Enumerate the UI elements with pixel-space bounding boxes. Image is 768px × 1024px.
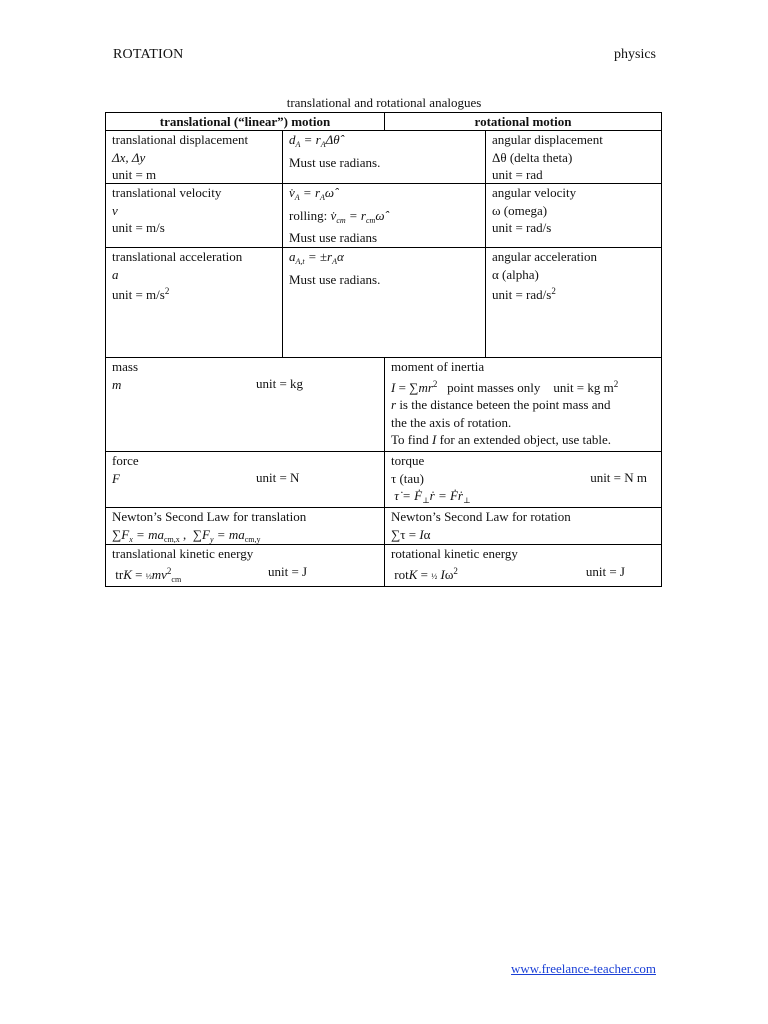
table-caption: translational and rotational analogues bbox=[286, 95, 482, 110]
cell-newton-translation: Newton’s Second Law for translation $\sum F_x = ma_{cm,x}$ , $\sum F_y = ma_{cm,y}$ bbox=[105, 507, 385, 545]
cell-angular-acceleration: angular acceleration α (alpha) unit = rad/$s^2$ bbox=[485, 247, 662, 358]
cell-rotational-kinetic-energy: rotational kinetic energy rotK = ½ $I\omega^2$ unit = J bbox=[384, 544, 662, 587]
cell-link-displacement: $d_A$ = $r_A\Delta\thetâ$ Must use radians. bbox=[282, 130, 486, 184]
cell-torque: torque τ (tau) unit = N m τ̇ = Ḟ$_\perp$ṙ = Ḟṙ$_\perp$ bbox=[384, 451, 662, 508]
cell-translational-kinetic-energy: translational kinetic energy trK = $\frac{1}{2}mv^2_{cm}$ unit = J bbox=[105, 544, 385, 587]
cell-angular-displacement: angular displacement Δθ (delta theta) unit = rad bbox=[485, 130, 662, 184]
cell-force: force F unit = N bbox=[105, 451, 385, 508]
cell-translational-acceleration: translational acceleration a unit = $m/s^2$ bbox=[105, 247, 283, 358]
column-header-translational: translational (“linear”) motion bbox=[105, 112, 385, 131]
header-right-subject: physics bbox=[614, 47, 656, 62]
cell-moment-of-inertia: moment of inertia $I = \sum mr^2$ point masses only unit = kg $m^2$ r is the distance beteen the point mass and the the axis of rotation. To find I for an extended object, use table. bbox=[384, 357, 662, 452]
cell-link-acceleration: $a_{A,t} = \pm r_A\alpha$ Must use radians. bbox=[282, 247, 486, 358]
cell-translational-velocity: translational velocity v unit = m/s bbox=[105, 183, 283, 248]
cell-translational-displacement: translational displacement Δx, Δy unit = m bbox=[105, 130, 283, 184]
header-left-title: ROTATION bbox=[113, 47, 184, 62]
footer-website-link[interactable]: www.freelance-teacher.com bbox=[511, 961, 656, 976]
cell-angular-velocity: angular velocity ω (omega) unit = rad/s bbox=[485, 183, 662, 248]
cell-link-velocity: $v̇_A$ = $r_A\omegâ$ rolling: $v̇_{cm}$ = $r_{cm}\omegâ$ Must use radians bbox=[282, 183, 486, 248]
column-header-rotational: rotational motion bbox=[384, 112, 662, 131]
cell-newton-rotation: Newton’s Second Law for rotation ∑τ = Iα bbox=[384, 507, 662, 545]
cell-mass: mass m unit = kg bbox=[105, 357, 385, 452]
analogues-table bbox=[105, 112, 662, 587]
